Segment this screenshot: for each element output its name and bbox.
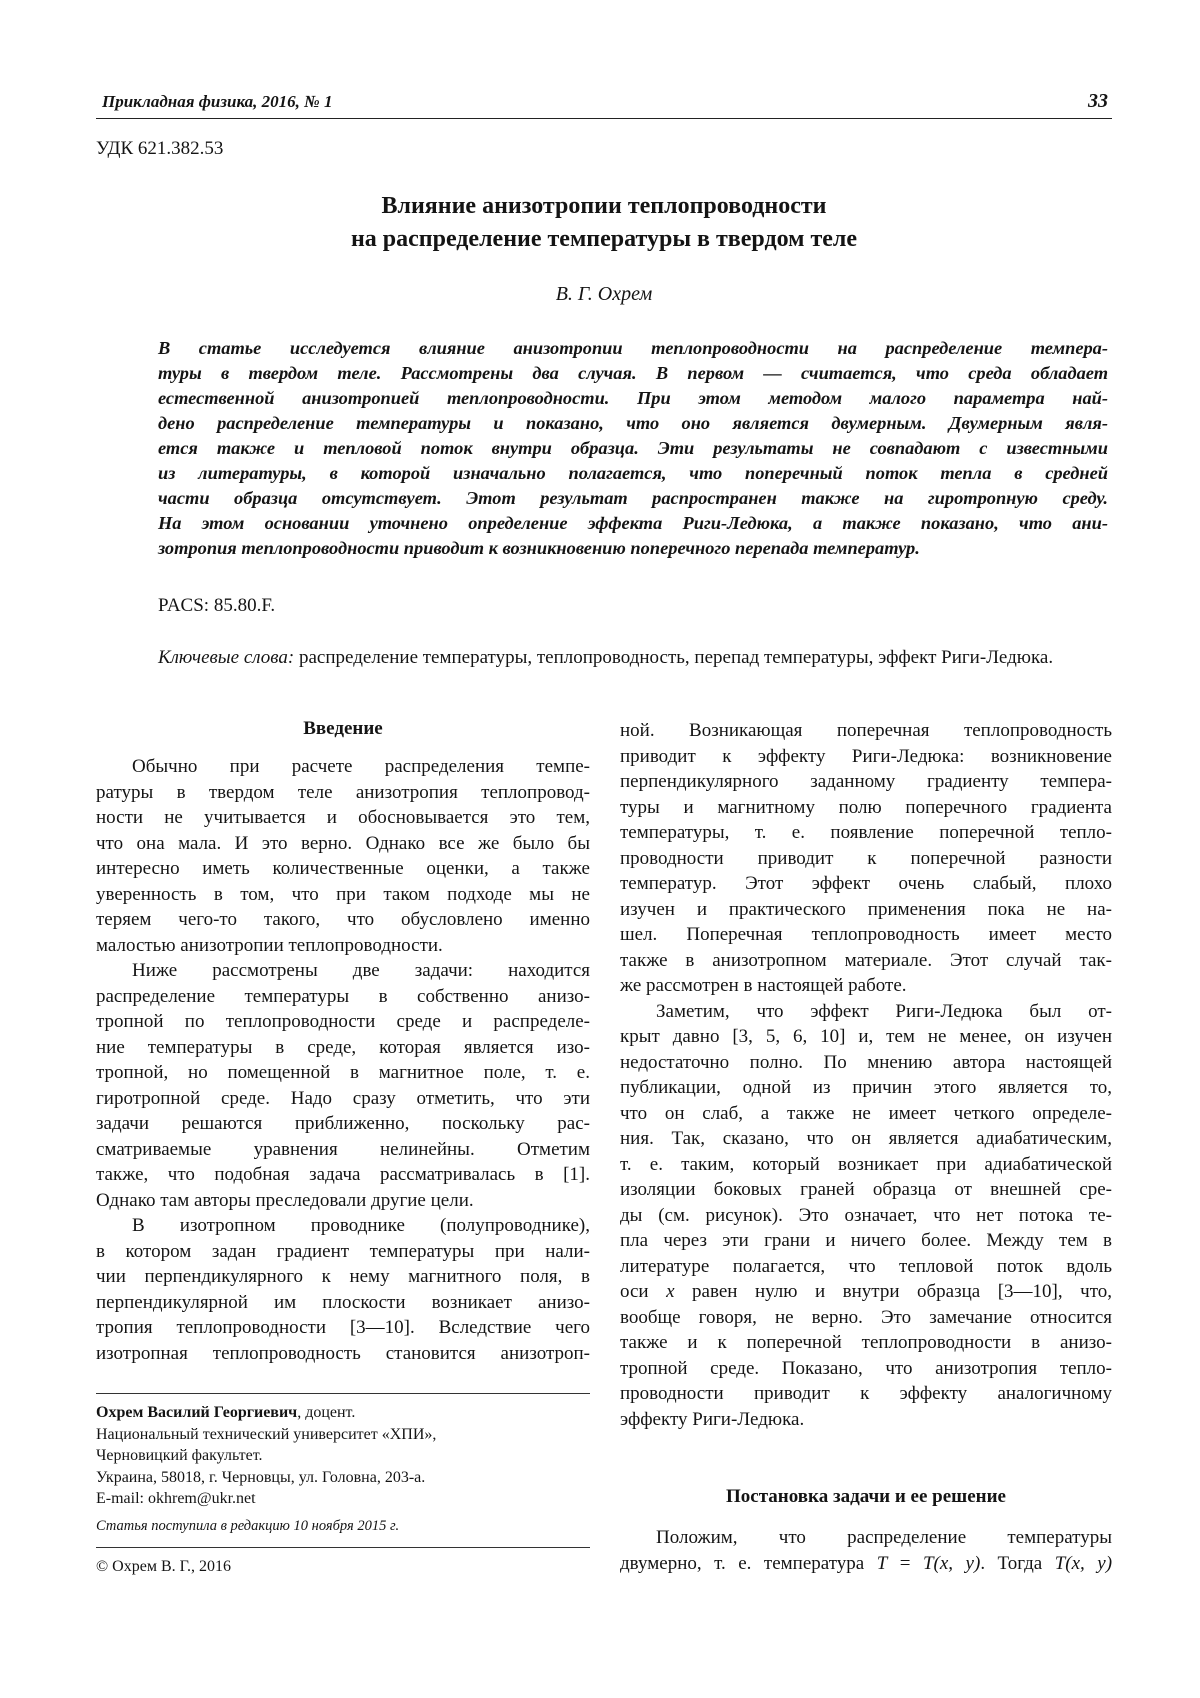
title-line-1: Влияние анизотропии теплопроводности — [381, 193, 827, 219]
body-line: перпендикулярной им плоскости возникает анизо- — [96, 1291, 590, 1313]
body-line: недостаточно полно. По мнению автора настоящей — [620, 1051, 1112, 1073]
body-line: интересно иметь количественные оценки, а также — [96, 858, 590, 879]
body-line: литературе полагается, что тепловой поток вдоль — [620, 1255, 1112, 1277]
body-line: ние температуры в среде, которая является изо- — [96, 1036, 590, 1058]
abstract-line: В статье исследуется влияние анизотропии теплопроводности на распределение темпера- — [158, 338, 1108, 358]
keywords-text: распределение температуры, теплопроводность, перепад температуры, эффект Риги-Ледюка. — [299, 647, 1054, 668]
body-line: малостью анизотропии теплопроводности. — [96, 934, 443, 956]
author-full-name: Охрем Василий Георгиевич — [96, 1404, 298, 1421]
body-line: изоляции боковых граней образца от внешней сре- — [620, 1179, 1112, 1200]
abstract — [158, 336, 1108, 561]
abstract-line: дено распределение температуры и показано, что оно является двумерным. Двумерным явля- — [158, 413, 1108, 433]
body-line: что он слаб, а также не имеет четкого определе- — [620, 1102, 1112, 1124]
body-line — [620, 1279, 1112, 1305]
body-line: гиротропной среде. Надо сразу отметить, что эти — [96, 1087, 590, 1109]
left-column — [96, 754, 590, 1366]
body-line: крыт давно [3, 5, 6, 10] и, тем не менее, он изучен — [620, 1026, 1112, 1047]
body-line: эффекту Риги-Ледюка. — [620, 1408, 805, 1430]
body-line: т. е. таким, который возникает при адиабатической — [620, 1153, 1112, 1175]
author: В. Г. Охрем — [555, 283, 653, 305]
udk-code: УДК 621.382.53 — [96, 138, 224, 159]
body-line: перпендикулярного заданному градиенту темпера- — [620, 771, 1112, 792]
body-line: также в анизотропном материале. Этот случай так- — [620, 949, 1112, 971]
variable-x: x — [666, 1281, 675, 1302]
abstract-line: На этом основании уточнено определение эффекта Риги-Ледюка, а также показано, что ани- — [158, 513, 1108, 533]
text-fragment: . Тогда — [980, 1552, 1043, 1574]
body-line: шел. Поперечная теплопроводность имеет место — [620, 924, 1112, 945]
received-date: Статья поступила в редакцию 10 ноября 2015 г. — [96, 1518, 400, 1534]
author-footnote — [96, 1402, 590, 1510]
page-number: 33 — [1088, 90, 1108, 112]
body-line: Однако там авторы преследовали другие цели. — [96, 1189, 474, 1211]
abstract-line: части образца отсутствует. Этот результат распространен также на гиротропную среду. — [158, 488, 1108, 508]
body-line: Обычно при расчете распределения темпе- — [132, 756, 590, 777]
body-line: также, что подобная задача рассматривалась в [1]. — [96, 1164, 590, 1185]
body-line: вообще говоря, не верно. Это замечание относится — [620, 1306, 1112, 1328]
body-line: ния. Так, сказано, что он является адиабатическим, — [620, 1128, 1112, 1149]
body-line: тропной среде. Показано, что анизотропия тепло- — [620, 1357, 1112, 1379]
abstract-line: ется также и тепловой поток внутри образца. Эти результаты не совпадают с известными — [158, 438, 1108, 458]
body-line: же рассмотрен в настоящей работе. — [620, 975, 907, 996]
section-heading: Постановка задачи и ее решение — [726, 1486, 1006, 1507]
body-line: ды (см. рисунок). Это означает, что нет потока те- — [620, 1204, 1112, 1226]
body-line: ности не учитывается и обосновывается это тем, — [96, 807, 590, 828]
body-line: сматриваемые уравнения нелинейны. Отметим — [96, 1138, 590, 1160]
body-line: ратуры в твердом теле анизотропия теплопровод- — [96, 781, 590, 803]
footnote-divider — [96, 1547, 590, 1548]
body-line: изотропная теплопроводность становится анизотроп- — [96, 1342, 590, 1364]
variable-args: (x, y) — [933, 1552, 981, 1574]
article-title — [96, 190, 1112, 256]
keywords-label: Ключевые слова: — [158, 647, 295, 668]
title-line-2: на распределение температуры в твердом теле — [350, 226, 858, 252]
running-header — [96, 88, 1112, 119]
footnote-divider — [96, 1393, 590, 1394]
body-line: проводности приводит к поперечной разности — [620, 847, 1112, 869]
variable-args: (x, y) — [1065, 1552, 1113, 1574]
body-line: тропной по теплопроводности среде и распределе- — [96, 1011, 590, 1032]
keywords — [158, 645, 1112, 671]
variable-T: T — [876, 1552, 888, 1574]
author-email: E-mail: okhrem@ukr.net — [96, 1490, 256, 1507]
body-line: температур. Этот эффект очень слабый, плохо — [620, 873, 1112, 894]
body-line: в котором задан градиент температуры при нали- — [96, 1240, 590, 1262]
body-line: также и к поперечной теплопроводности в анизо- — [620, 1332, 1112, 1353]
pacs-code: PACS: 85.80.F. — [158, 595, 276, 616]
text-fragment: оси — [620, 1281, 649, 1302]
body-line: Заметим, что эффект Риги-Ледюка был от- — [656, 1000, 1112, 1022]
body-line: задачи решаются приближенно, поскольку рас- — [96, 1113, 590, 1134]
text-fragment: равен нулю и внутри образца [3—10], что, — [692, 1281, 1112, 1302]
body-line: тропия теплопроводности [3—10]. Вследствие чего — [96, 1317, 590, 1338]
body-line: публикации, одной из причин этого является то, — [620, 1077, 1112, 1098]
journal-name: Прикладная физика, 2016, № 1 — [102, 92, 333, 111]
equals-sign: = — [887, 1552, 923, 1574]
body-line: тропной, но помещенной в магнитное поле, т. е. — [96, 1062, 590, 1083]
abstract-line: естественной анизотропией теплопроводности. При этом методом малого параметра най- — [158, 388, 1108, 408]
copyright: © Охрем В. Г., 2016 — [96, 1558, 232, 1575]
author-position: , доцент. — [297, 1404, 356, 1421]
right-column — [620, 718, 1112, 1432]
section-text — [620, 1525, 1112, 1576]
body-line: изучен и практического применения пока не на- — [620, 898, 1112, 920]
abstract-line: зотропия теплопроводности приводит к возникновению поперечного перепада температур. — [158, 538, 920, 558]
body-line: Ниже рассмотрены две задачи: находится — [132, 960, 590, 981]
body-line: распределение температуры в собственно анизо- — [96, 985, 590, 1007]
footnote-line: Украина, 58018, г. Черновцы, ул. Головна, 203-а. — [96, 1468, 426, 1486]
body-line: уверенность в том, что при таком подходе мы не — [96, 883, 590, 905]
body-line: ной. Возникающая поперечная теплопроводность — [620, 720, 1112, 741]
abstract-line: из литературы, в которой изначально полагается, что поперечный поток тепла в средней — [158, 463, 1108, 483]
footnote-line: Черновицкий факультет. — [96, 1447, 263, 1464]
footnote-name-line — [96, 1402, 590, 1424]
body-line — [620, 1551, 1112, 1577]
body-line: пла через эти грани и ничего более. Между тем в — [620, 1230, 1112, 1251]
abstract-line: туры в твердом теле. Рассмотрены два случая. В первом — считается, что среда обладает — [158, 363, 1108, 383]
body-line: чии перпендикулярного к нему магнитного поля, в — [96, 1266, 590, 1287]
body-line: Положим, что распределение температуры — [656, 1527, 1112, 1548]
body-line: В изотропном проводнике (полупроводнике), — [132, 1215, 590, 1236]
text-fragment: двумерно, т. е. температура — [620, 1552, 865, 1574]
body-line: приводит к эффекту Риги-Ледюка: возникновение — [620, 745, 1112, 767]
footnote-line: Национальный технический университет «ХПИ», — [96, 1425, 437, 1443]
body-line: проводности приводит к эффекту аналогичному — [620, 1383, 1112, 1404]
body-line: теряем чего-то такого, что обусловлено именно — [96, 909, 590, 930]
variable-T: T — [1054, 1552, 1066, 1574]
body-line: что она мала. И это верно. Однако все же было бы — [96, 832, 590, 854]
intro-heading: Введение — [303, 718, 383, 739]
variable-T: T — [922, 1552, 934, 1574]
body-line: туры и магнитному полю поперечного градиента — [620, 796, 1112, 818]
body-line: температуры, т. е. появление поперечной тепло- — [620, 822, 1112, 843]
